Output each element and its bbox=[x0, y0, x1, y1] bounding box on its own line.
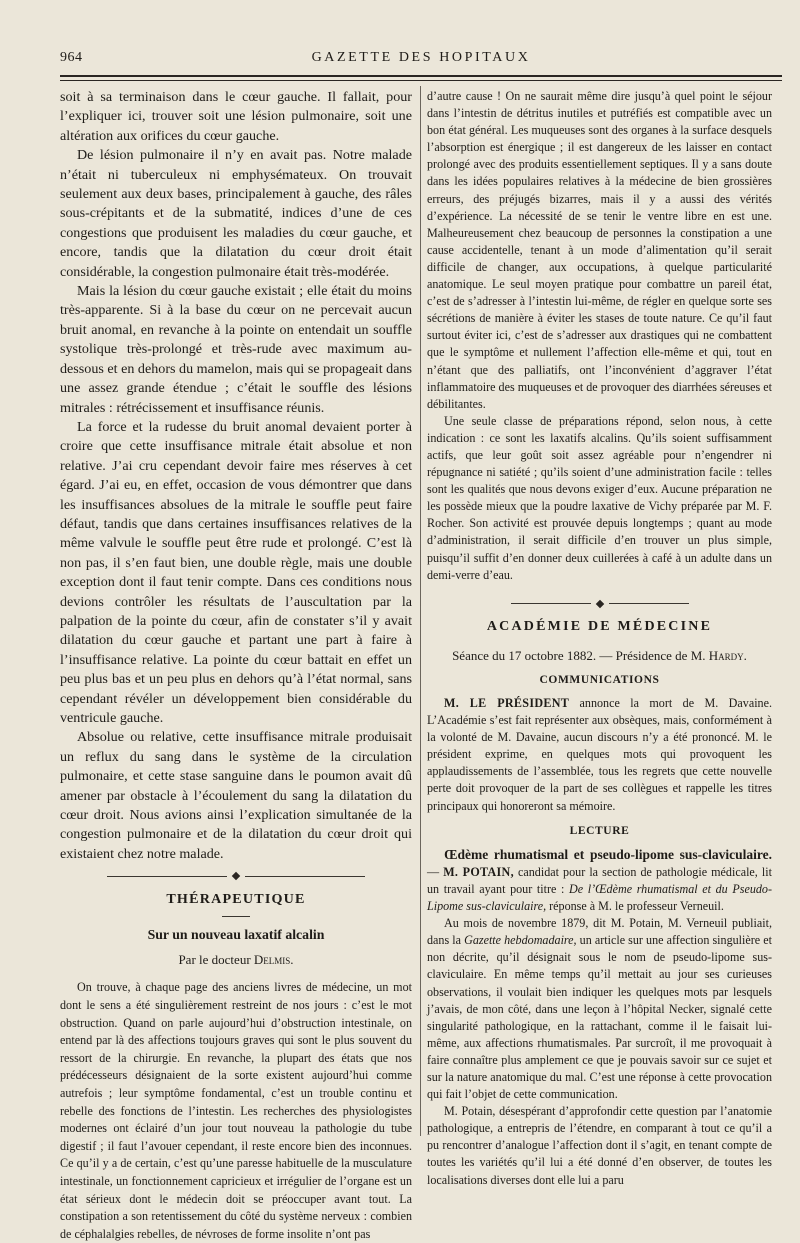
paragraph: d’autre cause ! On ne saurait même dire jusqu’à quel point le séjour dans l’intestin de détritus inutiles et putréfiés est compatible avec un bon état général. Les muqueuses sont des organes à la surface desquels l’absorption est énergique ; il est dangereux de les laisser en contact prolongé avec des produits essentiellement septiques. Il y a sans doute dans les idées populaires relatives à la médecine de bien grossières erreurs, des préjugés bizarres, mais il y a aussi des vérités d’expérience. La nécessité de se tenir le ventre libre en est une. Malheureusement chez beaucoup de personnes la constipation a une cause accidentelle, tenant à un mode d’alimentation qu’il serait difficile de changer, aux occupations, à quelque particularité anatomique. Le seul moyen pratique pour combattre un pareil état, c’est de s’adresser à l’intestin lui-même, de régler en quelque sorte ses sécrétions de manière à éviter les stases de toute nature. Ce qu’il faut surtout éviter ici, c’est de s’adresser aux drastiques qui ne combattent que le symptôme et nullement l’affection elle-même et qui, tout en n’étant que des palliatifs, ont l’inconvénient d’aggraver l’état inflammatoire des muqueuses et de provoquer des diarrhées séreuses et débilitantes. bbox=[427, 89, 772, 411]
article-body bbox=[60, 979, 412, 1243]
paragraph: M. Potain, désespérant d’approfondir cette question par l’anatomie pathologique, a entrepris de l’étendre, en comparant à tout ce qu’il a pu rencontrer d’analogue l’affection dont il s’agit, en tenant compte de toutes les variétés qu’il lui a été donné d’en observer, de toutes les localisations diverses dont elle lui a paru bbox=[427, 1104, 772, 1187]
journal-title: GAZETTE DES HOPITAUX bbox=[311, 50, 531, 65]
short-rule bbox=[222, 916, 250, 917]
page-number: 964 bbox=[60, 50, 83, 65]
paragraph-text: Au mois de novembre 1879, dit M. Potain, M. Verneuil publiait, dans la bbox=[427, 916, 772, 948]
lecture-heading: LECTURE bbox=[569, 824, 630, 837]
left-column bbox=[60, 88, 412, 1243]
session-line bbox=[427, 647, 772, 664]
paragraph: Une seule classe de préparations répond, selon nous, à cette indication : ce sont les laxatifs alcalins. Qu’ils soient suffisamment actifs, que leur goût soit assez agréable pour n’engendrer ni répugnance ni satiété ; qu’ils soient d’une administration facile : telles sont les qualités que nous devons exiger d’eux. Aucune préparation ne les possède mieux que la poudre laxative de Vichy préparée par M. F. Rocher. Son activité est prouvée depuis longtemps ; quant au mode d’administration, il serait difficile d’en trouver un plus simple, puisqu’il suffit d’en donner deux cuillerées à café à un adulte dans un demi-verre d’eau. bbox=[427, 413, 772, 582]
session-prefix: Séance du 17 octobre 1882. — Présidence de M. bbox=[452, 647, 709, 663]
academy-heading: ACADÉMIE DE MÉDECINE bbox=[486, 618, 713, 634]
author-prefix: Par le docteur bbox=[178, 952, 254, 968]
column-divider bbox=[420, 86, 421, 1136]
paragraph: De lésion pulmonaire il n’y en avait pas. Notre malade n’était ni tuberculeux ni emphysémateux. On trouvait seulement aux deux bases, principalement à gauche, des râles sous-crépitants et de la submatité, indices d’une de ces congestions que produisent les maladies du cœur gauche, et encore, tandis que la dilatation du cœur droit était considérable, la congestion pulmonaire était très-modérée. bbox=[60, 147, 412, 280]
section-ornament bbox=[427, 598, 772, 608]
header-rule-thick bbox=[60, 75, 782, 77]
lecture-intro-text: candidat pour la section de pathologie médicale, lit un travail ayant pour titre : bbox=[427, 864, 772, 896]
speaker-name: M. POTAIN, bbox=[443, 864, 514, 879]
lecture-title: Œdème rhumatismal et pseudo-lipome sus-claviculaire. bbox=[444, 846, 772, 862]
article-title: Sur un nouveau laxatif alcalin bbox=[147, 926, 325, 942]
paragraph: soit à sa terminaison dans le cœur gauche. Il fallait, pour l’expliquer ici, trouver soit une lésion pulmonaire, soit une altération aux orifices du cœur gauche. bbox=[60, 89, 412, 144]
communication-paragraph bbox=[427, 695, 772, 815]
paragraph-text: un article sur une affection singulière et non décrite, qu’il désignait sous le nom de pseudo-lipome sus-claviculaire. En même temps qu’il mettait au jour ses curieuses observations, il voulait bien indiquer les quelques mots par lesquels j’avais, de mon côté, dans une leçon à l’hôpital Necker, signalé cette singularité pathologique, en la rattachant, comme il le faisait lui-même, aux affections rhumatismales. Par surcroît, il me provoquait à faire connaître plus amplement ce que je pouvais savoir sur ce sujet et sur la nature anatomique du mal. C’est une réponse à cette provocation qui fait l’objet de cette communication. bbox=[427, 933, 772, 1102]
paragraph bbox=[427, 915, 772, 1103]
paragraph: Absolue ou relative, cette insuffisance mitrale produisait un reflux du sang dans le système de la circulation pulmonaire, et cette stase sanguine dans le poumon avait dû amener par obstacle à l’écoulement du sang la dilatation du cœur droit. Nous avions ainsi l’explication simultanée de la congestion pulmonaire et de la dilatation du cœur droit qui existaient chez notre malade. bbox=[60, 729, 412, 862]
page-header bbox=[60, 50, 782, 70]
communications-heading: COMMUNICATIONS bbox=[539, 673, 660, 686]
paragraph: On trouve, à chaque page des anciens livres de médecine, un mot dont le sens a été singulièrement restreint de nos jours : c’est le mot obstruction. Quand on parle aujourd’hui d’obstruction intestinale, on entend par là des affections toujours graves qui sont le plus souvent du ressort de la chirurgie. En revanche, la plupart des états que nos prédécesseurs désignaient de la sorte existent aujourd’hui comme autrefois ; leur symptôme fondamental, c’est un trouble continu et rebelle des fonctions de l’intestin. Les recherches des physiologistes modernes ont éclairé d’un jour tout nouveau la pathologie du tube digestif ; il faut l’avouer cependant, il reste encore bien des inconnues. Ce qu’il y a de certain, c’est qu’une paresse habituelle de la musculature intestinale, un fonctionnement capricieux et irrégulier de l’organe est un état sérieux dont le médecin doit se préoccuper avant tout. La constipation a son retentissement du côté du système nerveux : combien de céphalalgies rebelles, de névroses de forme insolite n’ont pas bbox=[60, 980, 412, 1241]
paragraph: La force et la rudesse du bruit anomal devaient porter à croire que cette insuffisance mitrale était absolue et non relative. J’ai cru cependant devoir faire mes réserves à cet égard. J’ai eu, en effet, occasion de vous démontrer que dans les insuffisances absolues de la mitrale le souffle peut faire défaut, tandis que dans certaines insuffisances relatives de la même valvule le souffle peut être rude et prolongé. C’est là non pas, il s’en faut bien, une double règle, mais une double exception dont il faut tenir compte. Dans ces conditions nous devions contrôler les résultats de l’auscultation par la palpation de la pointe du cœur, afin de constater s’il y avait dilatation du cœur gauche et partant une part à faire à l’insuffisance relative. La pointe du cœur battait en effet un peu plus bas et un peu plus en dehors qu’à l’état normal, sans cependant révéler un développement bien considérable du ventricule gauche. bbox=[60, 418, 412, 726]
journal-name: Gazette hebdomadaire, bbox=[464, 933, 577, 948]
communication-text: annonce la mort de M. Davaine. L’Académie s’est fait représenter aux obsèques, mais, conformément à la volonté de M. Davaine, aucun discours n’y a été prononcé. M. le président exprime, en quelques mots qui provoquent les applaudissements de l’assemblée, tous les regrets que cette nouvelle perte doit provoquer de la part de ses collègues et rappelle les titres principaux qui honoreront sa mémoire. bbox=[427, 696, 772, 813]
right-column bbox=[427, 88, 772, 1189]
speaker-name: M. LE PRÉSIDENT bbox=[444, 696, 570, 710]
header-rule-thin bbox=[60, 80, 782, 81]
lecture-intro-text: réponse à M. le professeur Verneuil. bbox=[546, 899, 724, 914]
section-heading-therapeutique: THÉRAPEUTIQUE bbox=[166, 891, 306, 908]
lecture-paragraph: Œdème rhumatismal et pseudo-lipome sus-claviculaire. — M. POTAIN, candidat pour la section de pathologie médicale, lit un travail ayant pour titre : De l’Œdème rhumatismal et du Pseudo-Lipome sus-claviculaire, réponse à M. le professeur Verneuil. bbox=[427, 846, 772, 914]
session-president: Hardy. bbox=[708, 647, 747, 663]
section-ornament bbox=[60, 870, 412, 880]
lecture-work-title: De l’Œdème rhumatismal et du Pseudo-Lipome sus-claviculaire, bbox=[427, 881, 772, 914]
article-author bbox=[60, 950, 412, 969]
author-name: Delmis. bbox=[253, 952, 294, 968]
paragraph: Mais la lésion du cœur gauche existait ; elle était du moins très-apparente. Si à la base du cœur on ne percevait aucun bruit anomal, en revanche à la pointe on entendait un souffle systolique très-prolongé et très-rude avec maximum au-dessous et en dehors du mamelon, mais qui se propageait dans une assez grande étendue ; c’était le souffle des lésions mitrales : rétrécissement et insuffisance réunis. bbox=[60, 283, 412, 416]
